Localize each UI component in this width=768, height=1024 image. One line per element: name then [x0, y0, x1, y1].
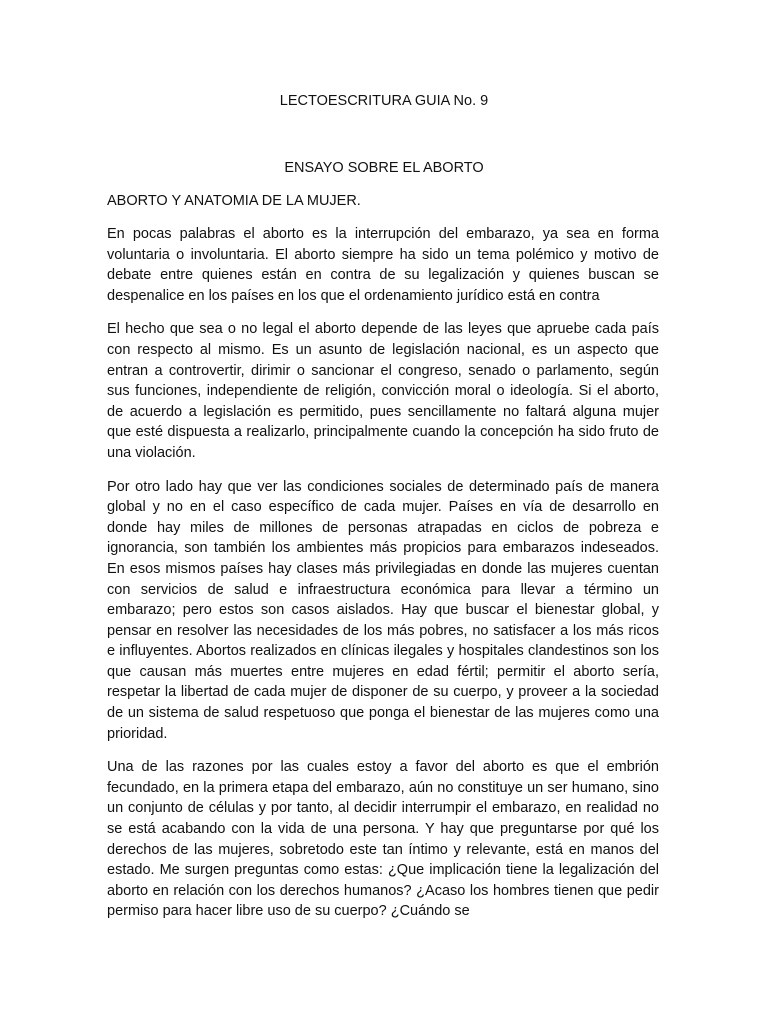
- paragraph-3: Por otro lado hay que ver las condiciones sociales de determinado país de manera global y no en el caso específico de cada mujer. Países en vía de desarrollo en donde hay miles de millones de personas atrapadas en ciclos de pobreza e ignorancia, son también los ambientes más propicios para embarazos indeseados. En esos mismos países hay clases más privilegiadas en donde las mujeres cuentan con servicios de salud e infraestructura económica para llevar a término un embarazo; pero estos son casos aislados. Hay que buscar el bienestar global, y pensar en resolver las necesidades de los más pobres, no satisfacer a los más ricos e influyentes. Abortos realizados en clínicas ilegales y hospitales clandestinos son los que causan más muertes entre mujeres en edad fértil; permitir el aborto sería, respetar la libertad de cada mujer de disponer de su cuerpo, y proveer a la sociedad de un sistema de salud respetuoso que ponga el bienestar de las mujeres como una prioridad.: [107, 478, 659, 742]
- paragraph-2: El hecho que sea o no legal el aborto depende de las leyes que apruebe cada país con respecto al mismo. Es un asunto de legislación nacional, es un aspecto que entran a controvertir, dirimir o sancionar el congreso, senado o parlamento, según sus funciones, independiente de religión, convicción moral o ideología. Si el aborto, de acuerdo a legislación es permitido, pues sencillamente no faltará alguna mujer que esté dispuesta a realizarlo, principalmente cuando la concepción ha sido fruto de una violación.: [107, 321, 659, 461]
- paragraph-1: En pocas palabras el aborto es la interrupción del embarazo, ya sea en forma voluntaria o involuntaria. El aborto siempre ha sido un tema polémico y motivo de debate entre quienes están en contra de su legalización y quienes buscan se despenalice en los países en los que el ordenamiento jurídico está en contra: [107, 226, 659, 304]
- essay-body: [107, 224, 659, 935]
- essay-title: ENSAYO SOBRE EL ABORTO: [284, 160, 484, 176]
- section-heading: ABORTO Y ANATOMIA DE LA MUJER.: [107, 193, 361, 209]
- guide-title: LECTOESCRITURA GUIA No. 9: [279, 93, 489, 109]
- paragraph-4: Una de las razones por las cuales estoy a favor del aborto es que el embrión fecundado, en la primera etapa del embarazo, aún no constituye un ser humano, sino un conjunto de células y por tanto, al decidir interrumpir el embarazo, en realidad no se está acabando con la vida de una persona. Y hay que preguntarse por qué los derechos de las mujeres, sobretodo este tan íntimo y relevante, está en manos del estado. Me surgen preguntas como estas: ¿Que implicación tiene la legalización del aborto en relación con los derechos humanos? ¿Acaso los hombres tienen que pedir permiso para hacer libre uso de su cuerpo? ¿Cuándo se: [107, 759, 659, 920]
